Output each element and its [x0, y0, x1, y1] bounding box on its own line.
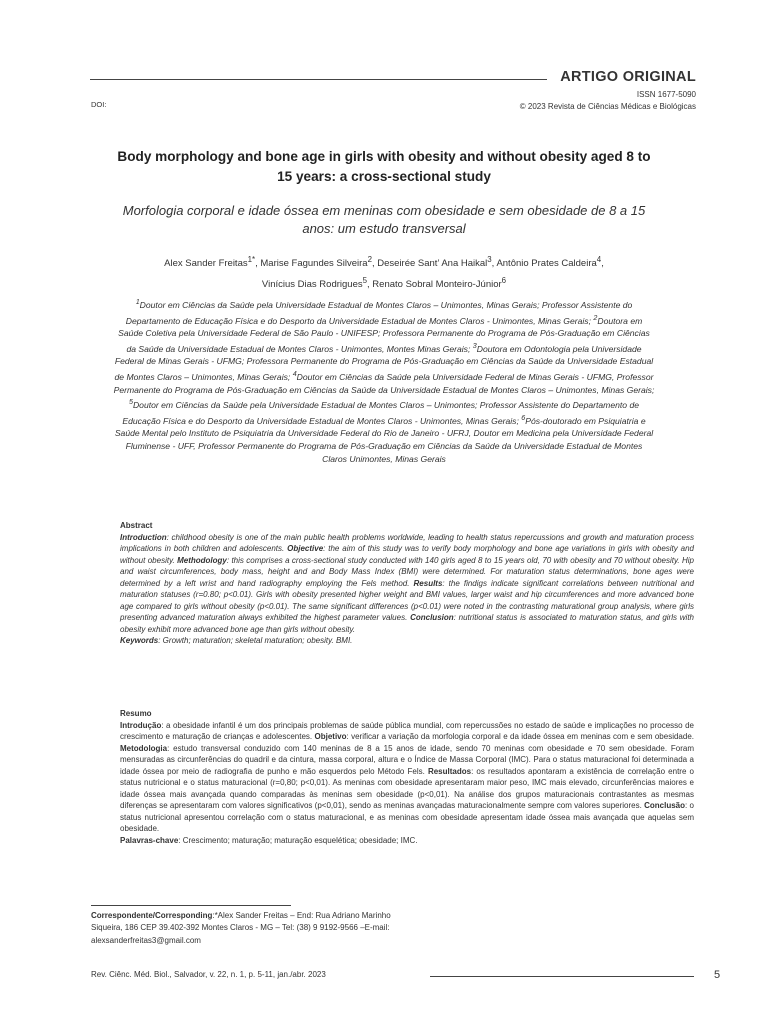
affiliations-block [113, 296, 655, 466]
abstract-section-text: : childhood obesity is one of the main public health problems worldwide, leading to health status repercussions and growth and maturation process implications in both children and adolescents. [120, 532, 694, 553]
abstract-section-text: : this comprises a cross-sectional study conducted with 140 girls aged 8 to 15 years old, 70 with obesity and 70 without obesity. Hip and waist circumferences, body mass, height and and Body Mass Index (BMI) were determined. For maturation status determinations, bone ages were determined by a left wrist and hand radiography employing the Fels method. [120, 555, 694, 588]
author-name: Antônio Prates Caldeira [496, 258, 597, 270]
affiliation-mark: 3 [472, 341, 477, 350]
resumo-section-text: : verificar a variação da morfologia corporal e da idade óssea em meninas com e sem obesidade. [346, 732, 694, 741]
affiliation-mark: 2 [593, 313, 598, 322]
resumo-section-text: : a obesidade infantil é um dos principais problemas de saúde pública mundial, com repercussões no estado de saúde e implicações no processo de crescimento e maturação de crianças e adolescentes. [120, 720, 694, 741]
abstract-section-label: Introduction [120, 532, 167, 542]
resumo-section-label: Metodologia [120, 743, 168, 753]
abstract-heading: Abstract [120, 521, 153, 530]
palavras-chave-text: : Crescimento; maturação; maturação esquelética; obesidade; IMC. [178, 835, 418, 845]
abstract-section-label: Results [413, 578, 443, 588]
affiliation-text: Doutora em Saúde Coletiva pela Universidade Federal de São Paulo - UNIFESP; Professora Permanente do Programa de Pós-Graduação em Ciências da Saúde da Universidade Estadual de Montes Claros - Unimontes, Montes Minas Gerais; [118, 315, 650, 354]
article-title-portuguese: Morfologia corporal e idade óssea em meninas com obesidade e sem obesidade de 8 a 15 anos: um estudo transversal [122, 203, 646, 236]
author-name: Deseirée Sant’ Ana Haikal [377, 258, 488, 270]
correspondence-rule [91, 905, 291, 906]
affiliation-mark: 6 [521, 413, 526, 422]
author-list: Alex Sander Freitas$^{1*}$, Marise Fagundes Silveira$^2$, Deseirée Sant’ Ana Haikal$^3$, Antônio Prates Caldeira$^4$, Vinícius Dias Rodrigues$^5$, Renato Sobral Monteiro-Júnior$^6$ [164, 255, 604, 291]
resumo-section-label: Introdução [120, 720, 162, 730]
keywords-line [120, 635, 694, 647]
affiliation-text: Doutor em Ciências da Saúde pela Universidade Estadual de Montes Claros – Unimontes; Professor Assistente do Departamento de Educação Física e do Desporto da Universidade Estadual de Montes Claros - Unimontes, Minas Gerais; [122, 400, 639, 426]
header-rule [90, 79, 547, 80]
affiliation-mark: 1 [135, 298, 140, 306]
abstract-section-text: : the findigs indicate significant correlations between nutritional and maturation statuses (r=0.80; p<0.01). Girls with obesity presented higher weight and BMI values, larger waist and hip circumferences and more advanced bone age compared to girls without obesity (p<0.01). The same significant differences (p<0.01) were noted in the contrasting maturational group analysis, where girls presenting advanced maturation always exhibited the highest parameter values. [120, 578, 694, 622]
abstract-section-label: Conclusion [410, 613, 454, 622]
author-affiliation-mark: 3 [487, 255, 492, 264]
page-number: 5 [714, 969, 721, 981]
abstract-portuguese [120, 708, 694, 846]
author-name: Renato Sobral Monteiro-Júnior [372, 279, 502, 291]
abstract-section-label: Objective [287, 544, 324, 553]
palavras-chave-label: Palavras-chave [120, 835, 179, 845]
resumo-heading: Resumo [120, 709, 152, 718]
abstract-section-text: : nutritional status is associated to maturation status, and girls with obesity exhibit more advanced bone age than girls without obesity. [120, 613, 694, 634]
affiliation-text: Doutora em Odontologia pela Universidade Federal de Minas Gerais - UFMG; Professora Permanente do Programa de Pós-Graduação em Ciências da Saúde da Universidade Estadual de Montes Claros – Unimontes, Minas Gerais; [114, 343, 654, 382]
resumo-section-text: : estudo transversal conduzido com 140 meninas de 8 a 15 anos de idade, sendo 70 meninas com obesidade e 70 sem obesidade. Foram mensuradas as circunferências do quadril e da cintura, massa corporal, altura e o Índice de Massa Corporal (IMC). Para o status maturacional foi determinada a idade óssea por meio de radiografia de punho e mão esquerdos pelo Método Fels. [120, 743, 694, 776]
author-affiliation-mark: 4 [596, 255, 602, 264]
author-name: Vinícius Dias Rodrigues [261, 279, 363, 291]
resumo-section-text: : o status nutricional apresentou correlação com o status maturacional, e as meninas com obesidade apresentam idade óssea mais avançada que aquelas sem obesidade. [120, 801, 694, 833]
keywords-text: : Growth; maturation; skeletal maturation; obesity. BMI. [158, 636, 353, 645]
author-name: Alex Sander Freitas [164, 258, 248, 270]
affiliation-text: Doutor em Ciências da Saúde pela Universidade Estadual de Montes Claros – Unimontes, Minas Gerais; Professor Assistente do Departamento de Educação Física e do Desporto da Universidade Estadual de Montes Claros - Unimontes, Minas Gerais; [125, 299, 633, 326]
author-affiliation-mark: 1* [247, 255, 256, 264]
resumo-section-label: Objetivo [314, 732, 347, 741]
article-title-english: Body morphology and bone age in girls with obesity and without obesity aged 8 to 15 years: a cross-sectional study [117, 149, 651, 184]
affiliation-text: Pós-doutorado em Psiquiatria e Saúde Mental pelo Instituto de Psiquiatria da Universidade Federal do Rio de Janeiro - UFRJ, Doutor em Medicina pela Universidade Federal Fluminense - UFF, Professor Permanente do Programa de Pós-Graduação em Ciências da Saúde da Universidade Estadual de Montes Claros Unimontes, Minas Gerais [114, 415, 654, 464]
affiliation-mark: 5 [128, 398, 133, 407]
keywords-label: Keywords [120, 636, 159, 645]
palavras-chave-line [120, 835, 694, 847]
abstract-body [120, 533, 694, 634]
resumo-section-label: Conclusão [644, 801, 686, 810]
author-affiliation-mark: 5 [362, 276, 368, 286]
article-type-label: ARTIGO ORIGINAL [560, 69, 696, 85]
affiliation-text: Doutor em Ciências da Saúde pela Universidade Federal de Minas Gerais - UFMG, Professor Permanente do Programa de Pós-Graduação em Ciências da Saúde da Universidade Estadual de Montes Claros – Unimontes, Minas Gerais; [113, 371, 655, 395]
abstract-section-label: Methodology [177, 555, 227, 565]
copyright-label: © 2023 Revista de Ciências Médicas e Biológicas [519, 102, 696, 111]
correspondence-label: Correspondente/Corresponding [91, 911, 213, 920]
abstract-section-text: : the aim of this study was to verify body morphology and bone age variations in girls with obesity and without obesity. [120, 544, 694, 565]
footer-citation: Rev. Ciênc. Méd. Biol., Salvador, v. 22, n. 1, p. 5-11, jan./abr. 2023 [91, 970, 326, 979]
author-name: Marise Fagundes Silveira [260, 258, 368, 270]
affiliation-mark: 4 [292, 370, 297, 379]
correspondence-block [91, 910, 391, 947]
abstract-english [120, 520, 694, 647]
correspondence-text: :*Alex Sander Freitas – End: Rua Adriano Marinho Siqueira, 186 CEP 39.402-392 Montes Claros - MG – Tel: (38) 9 9192-9566 –E-mail: alexsanderfreitas3@gmail.com [91, 911, 391, 945]
author-affiliation-mark: 6 [501, 276, 507, 286]
resumo-section-label: Resultados [427, 766, 472, 776]
issn-label: ISSN 1677-5090 [636, 90, 696, 99]
resumo-body [120, 721, 694, 834]
footer-rule [430, 976, 694, 977]
doi-label: DOI: [91, 100, 107, 109]
resumo-section-text: : os resultados apontaram a existência de correlação entre o status nutricional e o status maturacional (r=0,80; p<0,01). As meninas com obesidade apresentaram maior peso, IMC mais elevado, circunferências maiores e idade óssea mais avançada quando comparadas às meninas sem obesidade (p<0,01). Na análise dos grupos maturacionais contrastantes as mesmas diferenças se apresentaram com valores significativos (p<0,01), sendo as meninas avançadas maturacionalmente sempre com valores superiores. [120, 766, 694, 810]
author-affiliation-mark: 2 [367, 255, 372, 264]
